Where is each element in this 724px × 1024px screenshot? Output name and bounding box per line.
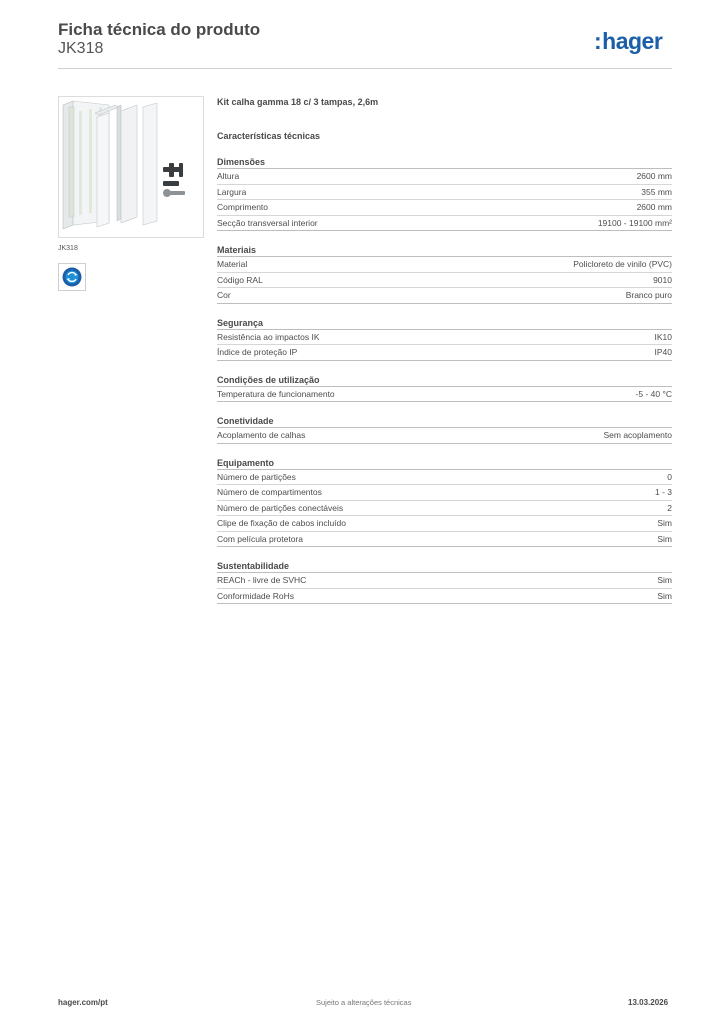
spec-label: Temperatura de funcionamento: [217, 388, 335, 399]
spec-section: [217, 560, 672, 604]
spec-section: [217, 317, 672, 361]
spec-label: Acoplamento de calhas: [217, 430, 306, 440]
spec-section: [217, 244, 672, 304]
spec-label: Material: [217, 259, 248, 269]
logo-text: hager: [602, 28, 663, 54]
spec-sections: [217, 156, 672, 604]
spec-value: Sim: [657, 590, 672, 601]
spec-value: Sim: [657, 518, 672, 528]
spec-value: IP40: [654, 347, 672, 357]
spec-label: Altura: [217, 171, 240, 181]
spec-section: [217, 374, 672, 403]
spec-row: [217, 516, 672, 532]
spec-row: [217, 257, 672, 273]
spec-label: Comprimento: [217, 202, 269, 212]
spec-label: Secção transversal interior: [217, 217, 318, 228]
spec-label: Largura: [217, 186, 247, 197]
section-title: Condições de utilização: [217, 374, 672, 387]
section-title: Materiais: [217, 244, 672, 257]
spec-value: Branco puro: [625, 290, 672, 300]
spec-row: [217, 169, 672, 185]
spec-label: Cor: [217, 290, 231, 300]
spec-label: Com película protetora: [217, 533, 303, 544]
spec-value: Policloreto de vinilo (PVC): [573, 259, 672, 269]
spec-value: 0: [667, 471, 672, 482]
product-name: Kit calha gamma 18 c/ 3 tampas, 2,6m: [217, 97, 379, 107]
spec-label: Resistência ao impactos IK: [217, 331, 320, 342]
spec-row: [217, 501, 672, 517]
characteristics-heading: Características técnicas: [217, 131, 321, 141]
spec-section: [217, 156, 672, 231]
specifications-panel: [217, 97, 672, 604]
spec-row: [217, 470, 672, 486]
spec-row: [217, 200, 672, 216]
spec-row: [217, 330, 672, 346]
spec-row: [217, 485, 672, 501]
spec-label: Código RAL: [217, 274, 263, 285]
spec-row: [217, 185, 672, 201]
document-title: Ficha técnica do produto: [58, 20, 261, 39]
footer-date: 13.03.2026: [628, 998, 669, 1007]
spec-label: Clipe de fixação de cabos incluído: [217, 518, 346, 528]
spec-label: Número de compartimentos: [217, 487, 322, 497]
spec-value: 2600 mm: [636, 171, 672, 181]
section-title: Conetividade: [217, 415, 672, 428]
section-title: Dimensões: [217, 156, 672, 169]
spec-label: Índice de proteção IP: [217, 347, 298, 357]
spec-row: [217, 589, 672, 605]
spec-value: 9010: [653, 274, 672, 285]
spec-value: 1 - 3: [654, 487, 672, 497]
spec-row: [217, 216, 672, 232]
section-title: Segurança: [217, 317, 672, 330]
spec-value: Sim: [657, 575, 672, 585]
spec-row: [217, 273, 672, 289]
product-code: JK318: [58, 40, 104, 57]
spec-value: 2600 mm: [636, 202, 672, 212]
footer-website: hager.com/pt: [58, 998, 108, 1007]
spec-row: [217, 428, 672, 444]
recycle-badge-icon: [58, 263, 86, 291]
spec-label: Número de partições conectáveis: [217, 502, 344, 513]
spec-label: Conformidade RoHs: [217, 590, 295, 601]
hager-logo: :hager: [594, 28, 663, 54]
spec-label: Número de partições: [217, 471, 296, 482]
section-title: Equipamento: [217, 457, 672, 470]
spec-section: [217, 457, 672, 548]
spec-label: REACh - livre de SVHC: [217, 575, 307, 585]
spec-value: Sim: [657, 533, 672, 544]
section-title: Sustentabilidade: [217, 560, 672, 573]
spec-value: IK10: [654, 331, 672, 342]
spec-row: [217, 532, 672, 548]
spec-row: [217, 573, 672, 589]
image-caption: JK318: [58, 245, 78, 252]
spec-value: 19100 - 19100 mm²: [597, 217, 672, 228]
spec-section: [217, 415, 672, 444]
spec-row: [217, 387, 672, 403]
cable-trunking-illustration: [59, 97, 203, 237]
spec-value: 2: [667, 502, 672, 513]
spec-value: 355 mm: [641, 186, 672, 197]
footer-notice: Sujeito a alterações técnicas: [316, 998, 412, 1007]
product-image: [58, 96, 204, 238]
spec-row: [217, 288, 672, 304]
header-divider: [58, 68, 672, 69]
spec-value: Sem acoplamento: [603, 430, 672, 440]
spec-value: -5 - 40 °C: [635, 388, 672, 399]
spec-row: [217, 345, 672, 361]
